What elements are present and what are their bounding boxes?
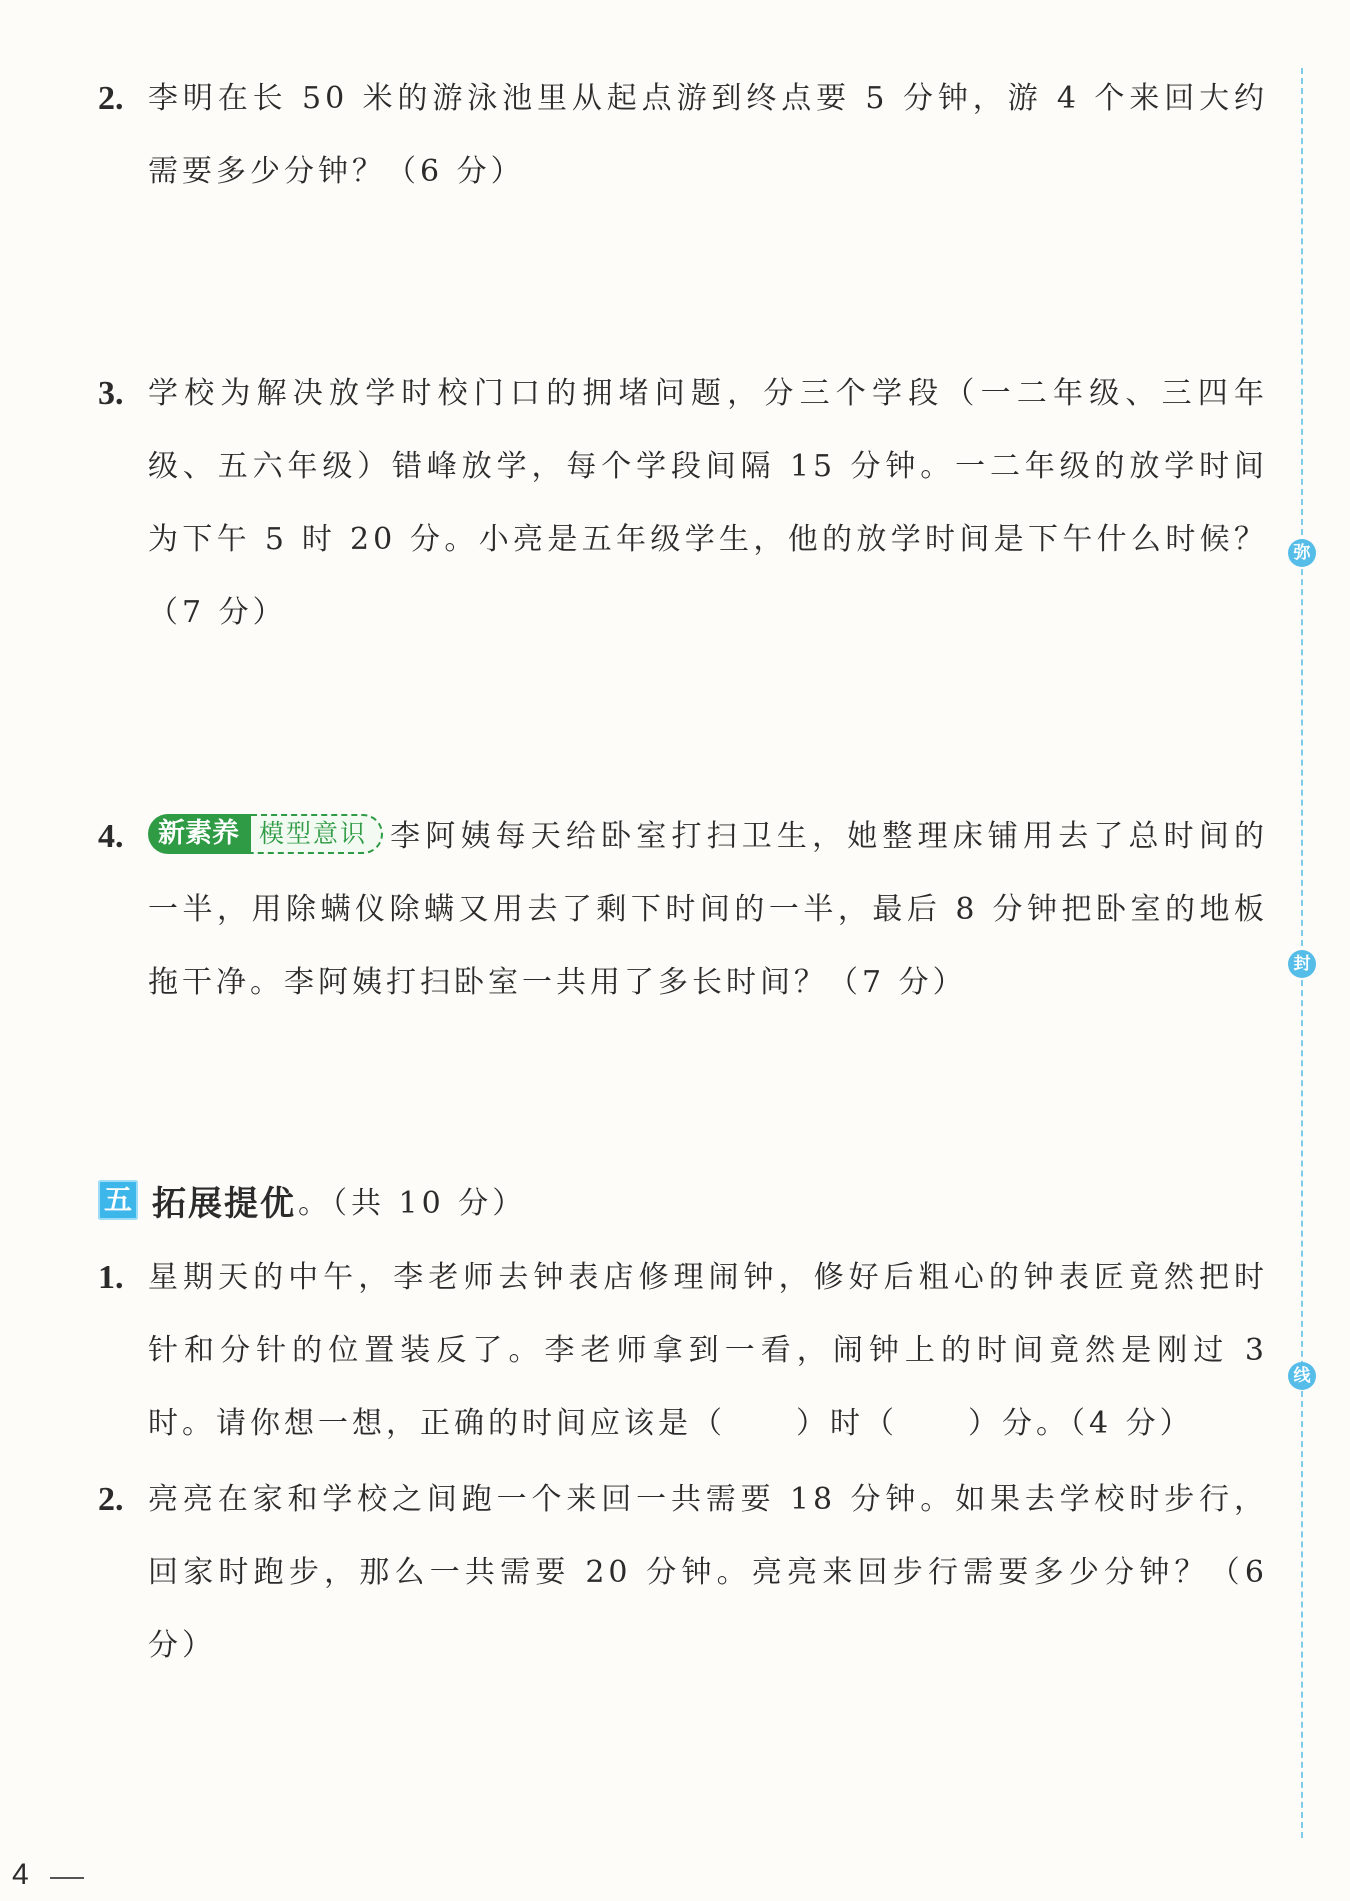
question-text-wrapper [148, 1241, 1268, 1460]
section-score: 。（共 10 分） [298, 1186, 527, 1221]
question-2 [98, 62, 1268, 208]
question-text-part-c: ）分。（4 分） [968, 1406, 1194, 1441]
question-text: 李阿姨每天给卧室打扫卫生，她整理床铺用去了总时间的一半，用除螨仪除螨又用去了剩下时间的一半，最后 8 分钟把卧室的地板拖干净。李阿姨打扫卧室一共用了多长时间？（7 分） [148, 819, 1268, 1000]
literacy-tag [148, 814, 383, 854]
section-header [98, 1172, 526, 1228]
question-text: 李明在长 50 米的游泳池里从起点游到终点要 5 分钟，游 4 个来回大约需要多少分钟？（6 分） [148, 81, 1268, 189]
seal-mark-2: 封 [1288, 950, 1316, 978]
question-number: 2. [98, 1481, 124, 1518]
extension-question-2 [98, 1463, 1268, 1682]
page-number: 4 [12, 1858, 29, 1891]
seal-mark-3: 线 [1288, 1362, 1316, 1390]
question-number: 2. [98, 80, 124, 117]
question-text-wrapper [148, 800, 1268, 1019]
question-number: 3. [98, 375, 124, 412]
question-3 [98, 357, 1268, 649]
question-text: 学校为解决放学时校门口的拥堵问题，分三个学段（一二年级、三四年级、五六年级）错峰放学，每个学段间隔 15 分钟。一二年级的放学时间为下午 5 时 20 分。小亮是五年级学生，他的放学时间是下午什么时候？（7 分） [148, 376, 1268, 630]
seal-mark-1: 弥 [1288, 539, 1316, 567]
extension-question-1 [98, 1241, 1268, 1460]
page-number-rule [50, 1877, 84, 1879]
question-text-part-a: 星期天的中午，李老师去钟表店修理闹钟，修好后粗心的钟表匠竟然把时针和分针的位置装反了。李老师拿到一看，闹钟上的时间竟然是刚过 3 时。请你想一想，正确的时间应该是（ [148, 1260, 1268, 1441]
question-number: 1. [98, 1259, 124, 1296]
question-text-part-b: ）时（ [796, 1406, 898, 1441]
section-badge: 五 [98, 1180, 138, 1220]
question-number: 4. [98, 818, 124, 855]
tag-main-label: 新素养 [148, 814, 251, 854]
section-title: 拓展提优 [152, 1183, 296, 1224]
tag-sub-label: 模型意识 [251, 814, 383, 854]
question-4 [98, 800, 1268, 1019]
question-text: 亮亮在家和学校之间跑一个来回一共需要 18 分钟。如果去学校时步行，回家时跑步，那么一共需要 20 分钟。亮亮来回步行需要多少分钟？（6 分） [148, 1482, 1268, 1663]
